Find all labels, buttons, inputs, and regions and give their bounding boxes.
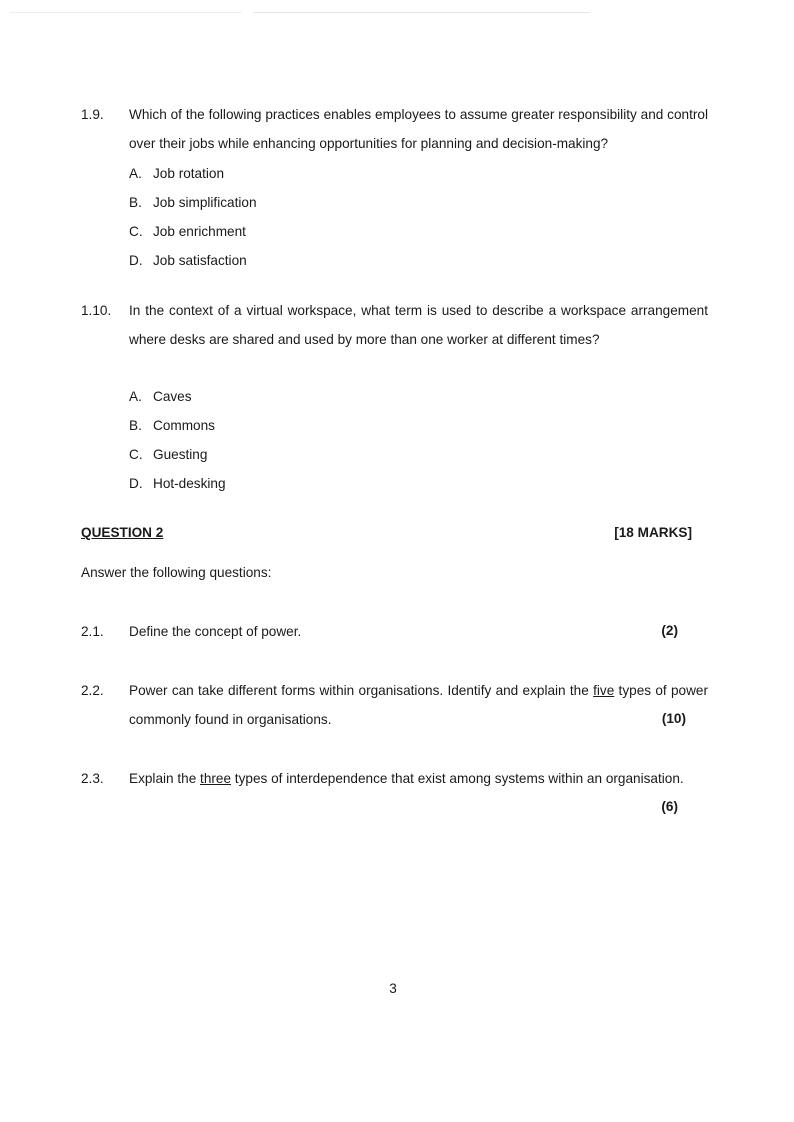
emphasis: five	[593, 683, 615, 698]
question-marks: (6)	[661, 799, 678, 814]
scan-artifact	[10, 12, 590, 13]
instruction: Answer the following questions:	[81, 565, 272, 580]
text-part: Power can take different forms within organisations. Identify and explain the	[129, 683, 594, 698]
question-text: Define the concept of power.	[129, 624, 302, 639]
question-text: Which of the following practices enables employees to assume greater responsibility and control over their jobs while enhancing opportunities for planning and decision-making?	[129, 107, 708, 151]
text-part: Explain the	[129, 771, 201, 786]
option[interactable]	[129, 194, 257, 212]
option[interactable]	[129, 417, 215, 435]
question-number: 2.3.	[81, 771, 104, 786]
text-part: types of power commonly found in organisations.	[129, 683, 708, 727]
option-letter: D.	[129, 253, 143, 268]
option-letter: D.	[129, 476, 143, 491]
option[interactable]	[129, 446, 207, 464]
option[interactable]	[129, 252, 247, 270]
option-letter: B.	[129, 418, 142, 433]
option-text: Caves	[153, 389, 192, 404]
option-letter: A.	[129, 389, 142, 404]
question-number: 2.1.	[81, 624, 104, 639]
option[interactable]	[129, 165, 224, 183]
question-number: 1.9.	[81, 107, 104, 122]
option-letter: A.	[129, 166, 142, 181]
section-marks: [18 MARKS]	[614, 525, 692, 540]
option-text: Job satisfaction	[153, 253, 247, 268]
question-text	[129, 764, 708, 793]
section-title: QUESTION 2	[81, 525, 164, 540]
option[interactable]	[129, 388, 192, 406]
option-text: Job simplification	[153, 195, 257, 210]
question-text: In the context of a virtual workspace, what term is used to describe a workspace arrangement where desks are shared and used by more than one worker at different times?	[129, 303, 708, 347]
option-text: Hot-desking	[153, 476, 226, 491]
option[interactable]	[129, 475, 226, 493]
page-number: 3	[389, 981, 397, 996]
question-marks: (2)	[661, 623, 678, 638]
option-text: Job enrichment	[153, 224, 246, 239]
option-letter: C.	[129, 447, 143, 462]
question-text	[129, 676, 708, 734]
option-text: Job rotation	[153, 166, 225, 181]
text-part: types of interdependence that exist among systems within an organisation.	[231, 771, 684, 786]
emphasis: three	[200, 771, 232, 786]
question-number: 1.10.	[81, 303, 112, 318]
question-number: 2.2.	[81, 683, 104, 698]
option-text: Guesting	[153, 447, 208, 462]
option[interactable]	[129, 223, 246, 241]
question-marks: (10)	[661, 711, 686, 726]
option-text: Commons	[153, 418, 215, 433]
option-letter: C.	[129, 224, 143, 239]
option-letter: B.	[129, 195, 142, 210]
